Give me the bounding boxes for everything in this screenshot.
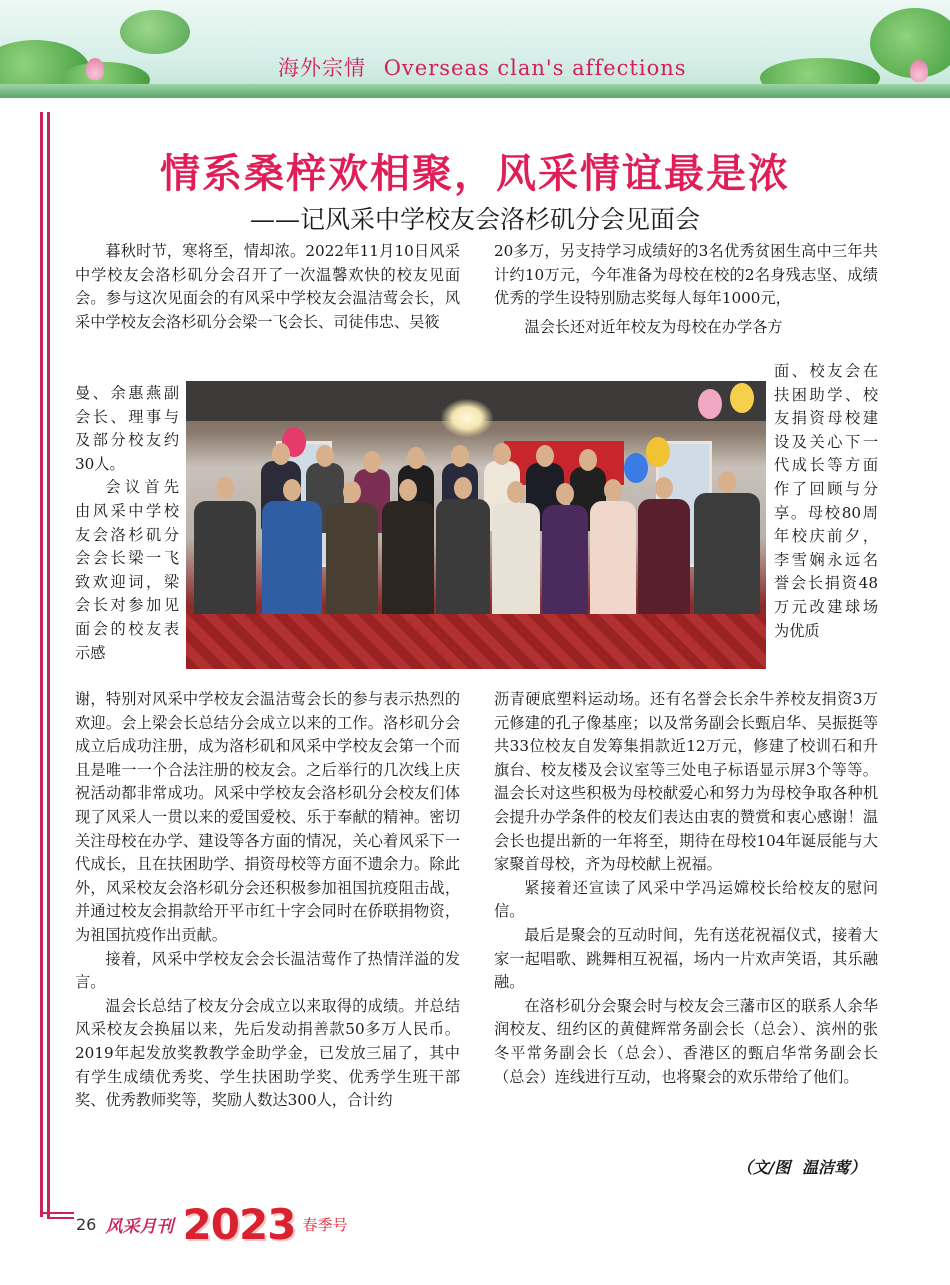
lotus-leaf-decoration xyxy=(120,10,190,54)
person xyxy=(694,493,760,625)
person-head xyxy=(451,445,469,467)
person-head xyxy=(536,445,554,467)
balloon xyxy=(624,453,648,483)
paragraph: 沥青硬底塑料运动场。还有名誉会长余牛养校友捐资3万元修建的孔子像基座；以及常务副会长甄启华、吴振挺等共33位校友自发筹集捐款近12万元，修建了校训石和升旗台、校友楼及会议室等三处电子标语显示屏3个等等。温会长对这些积极为母校献爱心和努力为母校争取各种机会提升办学条件的校友们表达由衷的赞赏和衷心感谢！温会长也提出新的一年将至，期待在母校104年诞辰能与大家聚首母校，齐为母校献上祝福。 xyxy=(494,690,878,874)
person-head xyxy=(407,447,425,469)
person-head xyxy=(216,477,234,499)
paragraph: 温会长还对近年校友为母校在办学各方 xyxy=(524,317,783,336)
person xyxy=(638,499,690,627)
page-footer xyxy=(76,1200,348,1249)
right-col-bottom xyxy=(494,688,878,1089)
paragraph: 在洛杉矶分会聚会时与校友会三藩市区的联系人余华润校友、纽约区的黄健辉常务副会长（总会）、滨州的张冬平常务副会长（总会）、香港区的甄启华常务副会长（总会）连线进行互动，也将聚会的欢乐带给了他们。 xyxy=(494,996,878,1086)
person-head xyxy=(363,451,381,473)
left-col-wrap xyxy=(75,382,179,665)
article-subtitle: ——记风采中学校友会洛杉矶分会见面会 xyxy=(249,205,700,234)
lotus-flower-decoration xyxy=(910,60,928,82)
paragraph: 20多万，另支持学习成绩好的3名优秀贫困生高中三年共计约10万元，今年准备为母校在校的2名身残志坚、成绩优秀的学生设特别励志奖每人每年1000元， xyxy=(494,242,878,308)
header-strip xyxy=(0,84,950,98)
person-head xyxy=(604,479,622,501)
paragraph: 会议首先由风采中学校友会洛杉矶分会会长梁一飞致欢迎词，梁会长对参加见面会的校友表示感 xyxy=(75,478,179,662)
page-number: 26 xyxy=(76,1215,97,1234)
section-title xyxy=(278,52,687,82)
person xyxy=(542,505,588,627)
magazine-name: 风采月刊 xyxy=(105,1217,174,1237)
page-header xyxy=(0,0,950,98)
paragraph: 曼、余惠燕副会长、理事与及部分校友约30人。 xyxy=(75,384,179,473)
right-col-top xyxy=(494,240,878,339)
balloon xyxy=(730,383,754,413)
person-head xyxy=(507,481,525,503)
left-col-bottom xyxy=(75,688,460,1113)
paragraph: 暮秋时节，寒将至，情却浓。2022年11月10日风采中学校友会洛杉矶分会召开了一次温馨欢快的校友见面会。参与这次见面会的有风采中学校友会温洁莺会长，风采中学校友会洛杉矶分会梁一飞会长、司徒伟忠、吴筱 xyxy=(75,242,460,331)
balloon xyxy=(646,437,670,467)
right-col-wrap xyxy=(774,360,878,643)
person-head xyxy=(399,479,417,501)
paragraph: 最后是聚会的互动时间，先有送花祝福仪式，接着大家一起唱歌、跳舞相互祝福，场内一片欢声笑语，其乐融融。 xyxy=(494,925,878,992)
chandelier xyxy=(441,399,493,437)
person xyxy=(590,501,636,627)
person-head xyxy=(655,477,673,499)
left-col-top xyxy=(75,240,460,334)
balloon xyxy=(698,389,722,419)
person xyxy=(194,501,256,631)
left-border-bar xyxy=(40,112,43,1217)
person-head xyxy=(343,481,361,503)
group-photo xyxy=(186,381,766,669)
person xyxy=(492,503,540,627)
person-head xyxy=(316,445,334,467)
issue-season: 春季号 xyxy=(302,1216,348,1234)
person-head xyxy=(272,443,290,465)
lotus-flower-decoration xyxy=(86,58,104,80)
section-title-cn: 海外宗情 xyxy=(278,56,366,80)
person-head xyxy=(556,483,574,505)
person xyxy=(326,503,378,627)
article-title: 情系桑梓欢相聚，风采情谊最是浓 xyxy=(160,151,790,197)
article-signature: （文/图 温洁莺） xyxy=(736,1158,866,1177)
paragraph: 紧接着还宣读了风采中学冯运嫦校长给校友的慰问信。 xyxy=(494,878,878,921)
paragraph: 接着，风采中学校友会会长温洁莺作了热情洋溢的发言。 xyxy=(75,949,460,992)
person-head xyxy=(493,443,511,465)
person-head xyxy=(283,479,301,501)
person xyxy=(262,501,322,629)
left-border-bar xyxy=(47,112,50,1217)
person xyxy=(436,499,490,627)
person-head xyxy=(579,449,597,471)
bottom-border-bar xyxy=(40,1212,74,1214)
section-title-en: Overseas clan's affections xyxy=(383,56,687,80)
paragraph: 温会长总结了校友分会成立以来取得的成绩。并总结风采校友会换届以来，先后发动捐善款50多万人民币。2019年起发放奖教教学金助学金，已发放三届了，其中有学生成绩优秀奖、学生扶困助学奖、优秀学生班干部奖、优秀教师奖等，奖励人数达300人，合计约 xyxy=(75,996,460,1110)
paragraph: 面、校友会在扶困助学、校友捐资母校建设及关心下一代成长等方面作了回顾与分享。母校80周年校庆前夕，李雪娴永远名誉会长捐资48万元改建球场为优质 xyxy=(774,362,878,640)
person-head xyxy=(718,471,736,493)
issue-year: 2023 xyxy=(182,1200,296,1249)
bottom-border-bar xyxy=(47,1217,74,1219)
person xyxy=(382,501,434,627)
paragraph: 谢，特别对风采中学校友会温洁莺会长的参与表示热烈的欢迎。会上梁会长总结分会成立以来的工作。洛杉矶分会成立后成功注册，成为洛杉矶和风采中学校友会第一个而且是唯一一个合法注册的校友会。之后举行的几次线上庆祝活动都非常成功。风采中学校友会洛杉矶分会校友们体现了风采人一贯以来的爱国爱校、乐于奉献的精神。密切关注母校在办学、建设等各方面的情况，关心着风采下一代成长，且在扶困助学、捐资母校等方面不遗余力。除此外，风采校友会洛杉矶分会还积极参加祖国抗疫阻击战，并通过校友会捐款给开平市红十字会同时在侨联捐物资，为祖国抗疫作出贡献。 xyxy=(75,690,460,944)
photo-banner xyxy=(504,441,624,485)
photo-carpet xyxy=(186,614,766,669)
person-head xyxy=(454,477,472,499)
